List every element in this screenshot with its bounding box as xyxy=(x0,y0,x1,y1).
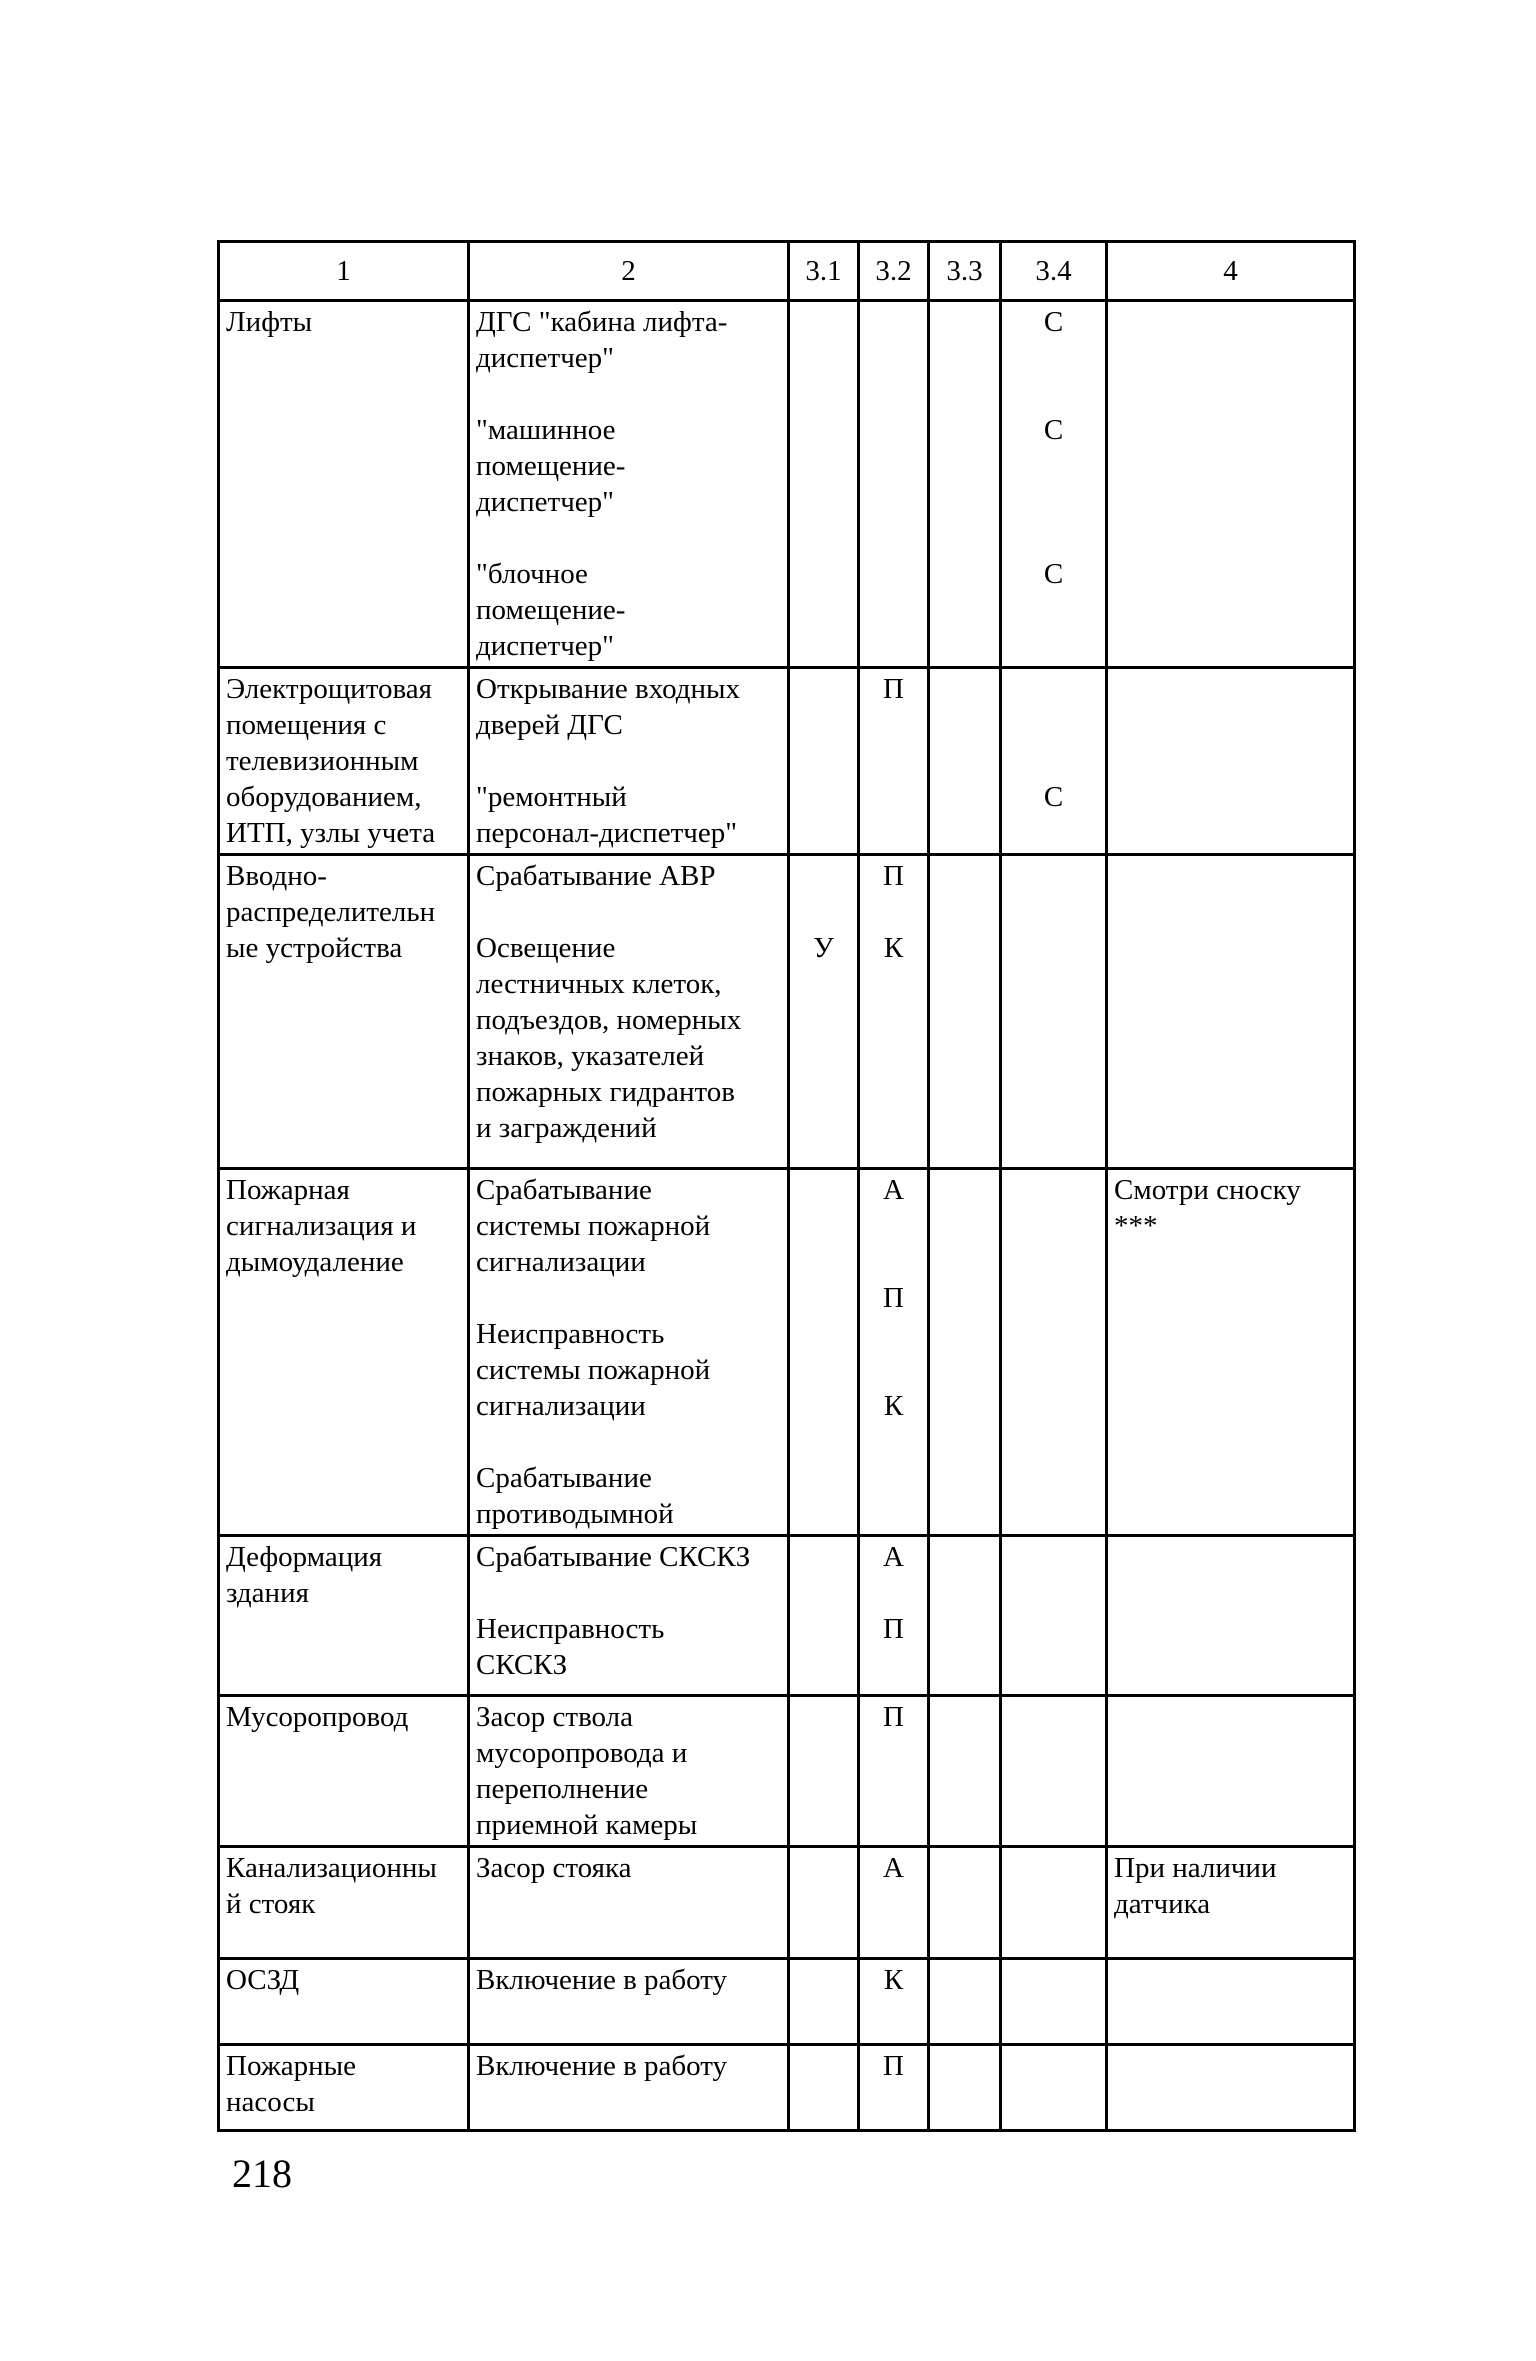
cell-col-3-1 xyxy=(789,1847,859,1959)
cell-line: оборудованием, xyxy=(226,781,422,813)
cell-line: Неисправность xyxy=(476,1318,665,1350)
cell-line xyxy=(866,894,921,930)
header-col-1: 1 xyxy=(219,242,469,301)
cell-line: Неисправность xyxy=(476,1613,665,1645)
cell-line: приемной камеры xyxy=(476,1809,698,1841)
cell-event xyxy=(469,301,789,668)
cell-system xyxy=(219,2045,469,2131)
cell-system xyxy=(219,855,469,1169)
cell-line: Засор ствола xyxy=(476,1701,634,1733)
cell-system xyxy=(219,301,469,668)
cell-line: Пожарная xyxy=(226,1174,350,1206)
cell-col-3-3 xyxy=(929,301,1001,668)
cell-system xyxy=(219,1169,469,1536)
cell-col-3-1 xyxy=(789,1169,859,1536)
cell-col-3-1 xyxy=(789,1696,859,1847)
cell-line xyxy=(866,1244,921,1280)
cell-col-3-2 xyxy=(859,1536,929,1696)
cell-line: Включение в работу xyxy=(476,2050,728,2082)
cell-line xyxy=(1008,448,1099,484)
cell-col-3-4 xyxy=(1001,1696,1107,1847)
cell-line: Включение в работу xyxy=(476,1964,728,1996)
cell-event xyxy=(469,1536,789,1696)
cell-line: й стояк xyxy=(226,1888,316,1920)
cell-line: К xyxy=(883,1964,904,1996)
cell-col-3-2 xyxy=(859,1959,929,2045)
table-row xyxy=(219,301,1355,668)
cell-col-3-4 xyxy=(1001,668,1107,855)
cell-line xyxy=(476,1280,781,1316)
cell-line: и заграждений xyxy=(476,1112,657,1144)
cell-line: противодымной xyxy=(476,1498,674,1530)
cell-event xyxy=(469,1169,789,1536)
cell-line: сигнализации xyxy=(476,1246,646,1278)
table-row xyxy=(219,1536,1355,1696)
cell-line xyxy=(796,858,851,894)
cell-line: Канализационны xyxy=(226,1852,437,1884)
table-row xyxy=(219,668,1355,855)
cell-line: Открывание входных xyxy=(476,673,741,705)
cell-col-3-1 xyxy=(789,1959,859,2045)
cell-line: дверей ДГС xyxy=(476,709,623,741)
cell-line: ИТП, узлы учета xyxy=(226,817,436,849)
cell-col-3-2 xyxy=(859,2045,929,2131)
cell-line xyxy=(476,743,781,779)
cell-line xyxy=(476,520,781,556)
cell-line: К xyxy=(883,1390,904,1422)
cell-col-3-4 xyxy=(1001,855,1107,1169)
cell-line: А xyxy=(883,1852,904,1884)
cell-line: СКСКЗ xyxy=(476,1649,568,1681)
cell-note xyxy=(1107,668,1355,855)
cell-line: датчика xyxy=(1114,1888,1211,1920)
cell-line: Освещение xyxy=(476,932,616,964)
cell-note xyxy=(1107,1847,1355,1959)
cell-col-3-2 xyxy=(859,1847,929,1959)
cell-col-3-2 xyxy=(859,668,929,855)
cell-line: Мусоропровод xyxy=(226,1701,409,1733)
table-row xyxy=(219,1847,1355,1959)
cell-col-3-1 xyxy=(789,855,859,1169)
cell-line: диспетчер" xyxy=(476,630,615,662)
cell-note xyxy=(1107,1169,1355,1536)
table-row xyxy=(219,855,1355,1169)
cell-col-3-2 xyxy=(859,1169,929,1536)
cell-line: диспетчер" xyxy=(476,342,615,374)
cell-line: Деформация xyxy=(226,1541,383,1573)
cell-system xyxy=(219,1696,469,1847)
header-col-3-3: 3.3 xyxy=(929,242,1001,301)
cell-line: знаков, указателей xyxy=(476,1040,705,1072)
data-table xyxy=(217,240,1356,2132)
cell-line xyxy=(476,1424,781,1460)
cell-line: ые устройства xyxy=(226,932,403,964)
cell-line: системы пожарной xyxy=(476,1354,711,1386)
cell-col-3-3 xyxy=(929,1536,1001,1696)
cell-line xyxy=(1008,520,1099,556)
cell-note xyxy=(1107,1696,1355,1847)
cell-line: помещения с xyxy=(226,709,387,741)
cell-line: Срабатывание АВР xyxy=(476,860,716,892)
table-row xyxy=(219,1696,1355,1847)
cell-line xyxy=(1008,671,1099,707)
cell-line: лестничных клеток, xyxy=(476,968,722,1000)
header-col-3-4: 3.4 xyxy=(1001,242,1107,301)
cell-line: помещение- xyxy=(476,594,626,626)
cell-line xyxy=(866,1316,921,1352)
cell-col-3-1 xyxy=(789,2045,859,2131)
cell-col-3-3 xyxy=(929,2045,1001,2131)
cell-line: А xyxy=(883,1174,904,1206)
cell-event xyxy=(469,1959,789,2045)
cell-line xyxy=(476,1575,781,1611)
cell-event xyxy=(469,2045,789,2131)
cell-line: Вводно- xyxy=(226,860,327,892)
cell-line: распределительн xyxy=(226,896,436,928)
cell-col-3-1 xyxy=(789,301,859,668)
cell-line: сигнализации xyxy=(476,1390,646,1422)
cell-line: Электрощитовая xyxy=(226,673,433,705)
cell-col-3-4 xyxy=(1001,1847,1107,1959)
cell-line xyxy=(1008,340,1099,376)
cell-line: помещение- xyxy=(476,450,626,482)
cell-line: переполнение xyxy=(476,1773,649,1805)
cell-col-3-1 xyxy=(789,1536,859,1696)
table-row xyxy=(219,1959,1355,2045)
header-col-4: 4 xyxy=(1107,242,1355,301)
cell-line: персонал-диспетчер" xyxy=(476,817,738,849)
cell-line: Срабатывание xyxy=(476,1174,652,1206)
cell-line xyxy=(866,1575,921,1611)
cell-col-3-3 xyxy=(929,1169,1001,1536)
cell-note xyxy=(1107,855,1355,1169)
cell-line: С xyxy=(1043,306,1064,338)
cell-col-3-3 xyxy=(929,1959,1001,2045)
cell-line xyxy=(1008,484,1099,520)
page-number: 218 xyxy=(232,2151,292,2196)
cell-note xyxy=(1107,1959,1355,2045)
cell-line: сигнализация и xyxy=(226,1210,417,1242)
table-body xyxy=(219,301,1355,2131)
cell-col-3-4 xyxy=(1001,1169,1107,1536)
cell-line: П xyxy=(883,1282,904,1314)
cell-line: телевизионным xyxy=(226,745,419,777)
header-col-3-1: 3.1 xyxy=(789,242,859,301)
cell-line: ДГС "кабина лифта- xyxy=(476,306,728,338)
cell-event xyxy=(469,1847,789,1959)
cell-col-3-4 xyxy=(1001,1959,1107,2045)
cell-line: "блочное xyxy=(476,558,588,590)
header-row xyxy=(219,242,1355,301)
cell-event xyxy=(469,1696,789,1847)
cell-col-3-4 xyxy=(1001,301,1107,668)
cell-line: Срабатывание СКСКЗ xyxy=(476,1541,751,1573)
cell-line xyxy=(1008,376,1099,412)
cell-line: У xyxy=(813,932,834,964)
cell-line: С xyxy=(1043,781,1064,813)
cell-col-3-3 xyxy=(929,1696,1001,1847)
cell-line xyxy=(866,1208,921,1244)
cell-line: П xyxy=(883,860,904,892)
cell-line: подъездов, номерных xyxy=(476,1004,742,1036)
cell-line: насосы xyxy=(226,2086,315,2118)
cell-col-3-3 xyxy=(929,668,1001,855)
cell-line: "ремонтный xyxy=(476,781,627,813)
cell-line: мусоропровода и xyxy=(476,1737,688,1769)
cell-system xyxy=(219,1847,469,1959)
cell-line: системы пожарной xyxy=(476,1210,711,1242)
header-col-2: 2 xyxy=(469,242,789,301)
cell-system xyxy=(219,1959,469,2045)
cell-line: П xyxy=(883,1701,904,1733)
cell-line xyxy=(796,894,851,930)
cell-col-3-3 xyxy=(929,855,1001,1169)
header-col-3-2: 3.2 xyxy=(859,242,929,301)
cell-line: *** xyxy=(1114,1210,1158,1242)
cell-col-3-4 xyxy=(1001,2045,1107,2131)
cell-line xyxy=(1008,707,1099,743)
cell-col-3-2 xyxy=(859,301,929,668)
cell-col-3-1 xyxy=(789,668,859,855)
cell-line: Срабатывание xyxy=(476,1462,652,1494)
cell-line: С xyxy=(1043,558,1064,590)
cell-line: П xyxy=(883,1613,904,1645)
cell-event xyxy=(469,855,789,1169)
cell-line: П xyxy=(883,2050,904,2082)
cell-line: С xyxy=(1043,414,1064,446)
cell-event xyxy=(469,668,789,855)
cell-line: Пожарные xyxy=(226,2050,357,2082)
cell-line: К xyxy=(883,932,904,964)
cell-line xyxy=(1008,743,1099,779)
cell-line: Лифты xyxy=(226,306,313,338)
cell-line: ОСЗД xyxy=(226,1964,300,1996)
cell-line xyxy=(476,894,781,930)
cell-line: диспетчер" xyxy=(476,486,615,518)
cell-line: Засор стояка xyxy=(476,1852,632,1884)
cell-line: пожарных гидрантов xyxy=(476,1076,736,1108)
cell-line: А xyxy=(883,1541,904,1573)
table-row xyxy=(219,1169,1355,1536)
table-row xyxy=(219,2045,1355,2131)
cell-col-3-4 xyxy=(1001,1536,1107,1696)
cell-col-3-3 xyxy=(929,1847,1001,1959)
cell-system xyxy=(219,1536,469,1696)
cell-line: При наличии xyxy=(1114,1852,1277,1884)
cell-note xyxy=(1107,2045,1355,2131)
cell-line: дымоудаление xyxy=(226,1246,404,1278)
cell-line: П xyxy=(883,673,904,705)
cell-col-3-2 xyxy=(859,855,929,1169)
cell-line xyxy=(866,1352,921,1388)
cell-line: "машинное xyxy=(476,414,616,446)
cell-system xyxy=(219,668,469,855)
cell-note xyxy=(1107,1536,1355,1696)
cell-line xyxy=(476,376,781,412)
cell-line: Смотри сноску xyxy=(1114,1174,1301,1206)
cell-note xyxy=(1107,301,1355,668)
cell-col-3-2 xyxy=(859,1696,929,1847)
cell-line: здания xyxy=(226,1577,309,1609)
